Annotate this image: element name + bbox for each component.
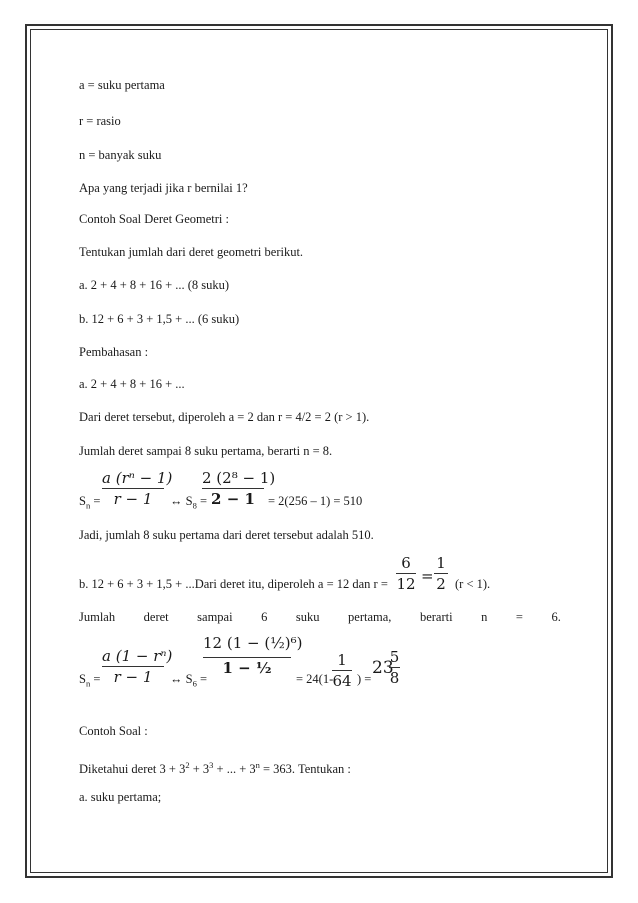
- formula-2-small-fraction: 1 64: [332, 651, 352, 690]
- task-b: b. 12 + 6 + 3 + 1,5 + ... (6 suku): [79, 312, 240, 326]
- definition-r: r = rasio: [79, 114, 121, 128]
- solution-b-text: b. 12 + 6 + 3 + 1,5 + ...Dari deret itu, diperoleh a = 12 dan r =: [79, 577, 388, 591]
- example-statement: Diketahui deret $3 + 3^2 + 3^3$ + ... + $3^n = 363$. Tentukan :: [79, 760, 351, 777]
- formula-2-mid: = 24(1-: [296, 672, 334, 686]
- conclusion-a: Jadi, jumlah 8 suku pertama dari deret tersebut adalah 510.: [79, 528, 374, 542]
- formula-2-general-fraction: a (1 − rⁿ) r − 1: [102, 647, 173, 686]
- ratio-equals: =: [421, 567, 434, 585]
- ratio-fraction-2: 1 2: [434, 554, 448, 593]
- definition-n: n = banyak suku: [79, 148, 162, 162]
- formula-2-close: ) =: [357, 672, 372, 686]
- formula-1-result: = 2(256 – 1) = 510: [268, 494, 363, 508]
- formula-1-lhs: $S_n$ =: [79, 494, 101, 511]
- ratio-condition: (r < 1).: [455, 577, 491, 591]
- word: 6.: [551, 610, 561, 624]
- formula-1-general-fraction: a (rⁿ − 1) r − 1: [102, 469, 173, 508]
- example-heading: Contoh Soal :: [79, 724, 148, 738]
- mixed-number-whole: 23: [372, 658, 394, 678]
- question-line: Apa yang terjadi jika r bernilai 1?: [79, 181, 248, 195]
- formula-2-equivalent: ↔ $S_6$ =: [170, 672, 208, 689]
- solution-a-series: a. 2 + 4 + 8 + 16 + ...: [79, 377, 185, 391]
- section-heading: Contoh Soal Deret Geometri :: [79, 212, 229, 226]
- word: n: [481, 610, 488, 624]
- word: pertama,: [348, 610, 392, 624]
- task-line: Tentukan jumlah dari deret geometri berikut.: [79, 245, 304, 259]
- mixed-number-fraction: 5 8: [389, 648, 400, 687]
- solution-a-params: Dari deret tersebut, diperoleh a = 2 dan r = 4/2 = 2 (r > 1).: [79, 410, 370, 424]
- word: berarti: [419, 610, 453, 624]
- word: =: [515, 610, 523, 624]
- ratio-fraction-1: 6 12: [396, 554, 416, 593]
- formula-2-substituted-fraction: 12 (1 − (½)⁶) 1 − ½: [203, 634, 303, 677]
- formula-1-substituted-fraction: 2 (2⁸ − 1) 2 − 1: [202, 469, 276, 508]
- definition-a: a = suku pertama: [79, 78, 165, 92]
- word: Jumlah: [79, 610, 116, 624]
- justified-line: [79, 610, 561, 624]
- example-task-a: a. suku pertama;: [79, 790, 162, 804]
- formula-1-equivalent: ↔ $S_8$ =: [170, 494, 208, 511]
- word: 6: [261, 610, 268, 624]
- solution-a-n: Jumlah deret sampai 8 suku pertama, berarti n = 8.: [79, 444, 333, 458]
- word: deret: [143, 610, 169, 624]
- solution-heading: Pembahasan :: [79, 345, 149, 359]
- word: sampai: [197, 610, 233, 624]
- task-a: a. 2 + 4 + 8 + 16 + ... (8 suku): [79, 278, 230, 292]
- formula-2-lhs: $S_n$ =: [79, 672, 101, 689]
- word: suku: [295, 610, 320, 624]
